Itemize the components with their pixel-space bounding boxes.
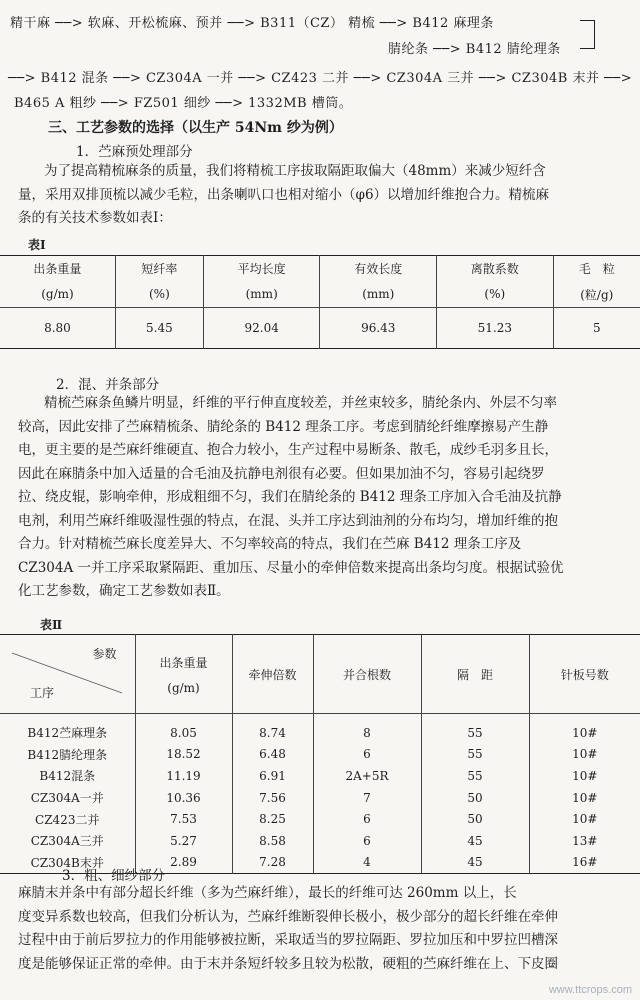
t1-unit: (%) xyxy=(115,281,203,308)
t1-header: 离散系数 xyxy=(437,256,554,282)
t2-process-name: CZ304A三并 xyxy=(30,834,104,849)
flow-line-2: 腈纶条 ──> B412 腈纶理条 xyxy=(388,42,561,57)
section-heading: 三、工艺参数的选择（以生产 54Nm 纱为例） xyxy=(48,120,343,136)
t2-process-name: B412苎麻理条 xyxy=(27,726,108,741)
t2-cell: 18.52 xyxy=(135,744,232,766)
paragraph-3 xyxy=(18,882,624,976)
para3-line: 麻腈末并条中有部分超长纤维（多为苎麻纤维），最长的纤维可达 260mm 以上，长 xyxy=(18,885,517,901)
t2-cell: 10# xyxy=(529,787,640,809)
t2-cell: 45 xyxy=(421,830,529,852)
t2-cell: 10.36 xyxy=(135,787,232,809)
t2-row xyxy=(0,744,640,766)
t2-cell: 2.89 xyxy=(135,852,232,874)
t2-header: 并合根数 xyxy=(313,635,421,714)
t2-cell: 55 xyxy=(421,765,529,787)
t2-cell: 2A+5R xyxy=(313,765,421,787)
t1-unit: (%) xyxy=(437,281,554,308)
t2-process-name: CZ304B末并 xyxy=(30,855,104,870)
t2-cell: 11.19 xyxy=(135,765,232,787)
para2-line: 合力。针对精梳苎麻长度差异大、不匀率较高的特点，我们在苎麻 B412 理条工序及 xyxy=(18,536,522,552)
t2-process-name: CZ423二并 xyxy=(35,812,100,827)
flow-line-1: 精干麻 ──> 软麻、开松梳麻、预并 ──> B311（CZ） 精梳 ──> B412 麻理条 xyxy=(10,16,494,31)
t2-corner-param: 参数 xyxy=(92,647,117,661)
para3-line: 度变异系数也较高，但我们分析认为，苎麻纤维断裂伸长极小，极少部分的超长纤维在牵伸 xyxy=(18,908,558,925)
t2-corner-cell xyxy=(0,635,135,714)
t2-cell: 55 xyxy=(421,714,529,744)
t2-header: 牵伸倍数 xyxy=(232,635,313,714)
t2-cell: 8.58 xyxy=(232,830,313,852)
t2-cell: 10# xyxy=(529,765,640,787)
t2-header-weight xyxy=(135,635,232,714)
t2-row xyxy=(0,830,640,852)
subheading-3: 3．粗、细纱部分 xyxy=(62,868,166,884)
t2-cell: 8.74 xyxy=(232,714,313,744)
t2-cell: 6 xyxy=(313,808,421,830)
t1-header: 有效长度 xyxy=(320,256,437,282)
t1-value: 5 xyxy=(553,308,640,349)
t2-process-name: B412混条 xyxy=(39,769,96,784)
t2-body xyxy=(0,714,640,874)
t2-cell: 7.28 xyxy=(232,852,313,874)
t2-cell: 10# xyxy=(529,808,640,830)
t1-unit: (g/m) xyxy=(0,281,115,308)
t2-row xyxy=(0,714,640,744)
para2-line: 精梳苎麻条鱼鳞片明显，纤维的平行伸直度较差，并丝束较多，腈纶条内、外层不匀率 xyxy=(44,395,557,411)
t1-value: 8.80 xyxy=(44,321,71,335)
t2-row xyxy=(0,765,640,787)
t2-cell: 6.91 xyxy=(232,765,313,787)
t1-value: 96.43 xyxy=(320,308,437,349)
t2-cell: 55 xyxy=(421,744,529,766)
t2-row xyxy=(0,808,640,830)
t2-cell: 7.56 xyxy=(232,787,313,809)
t2-cell: 50 xyxy=(421,787,529,809)
para2-line: CZ304A 一并工序采取紧隔距、重加压、尽量小的牵伸倍数来提高出条均匀度。根据试验优 xyxy=(18,559,564,576)
subheading-2: 2．混、并条部分 xyxy=(56,377,160,393)
flow-line-4: B465 A 粗纱 ──> FZ501 细纱 ──> 1332MB 槽筒。 xyxy=(14,96,353,111)
t1-header: 平均长度 xyxy=(203,256,320,282)
t2-cell: 6.48 xyxy=(232,744,313,766)
t2-cell: 16# xyxy=(529,852,640,874)
para2-line: 化工艺参数，确定工艺参数如表Ⅱ。 xyxy=(18,583,230,599)
subheading-1: 1．苎麻预处理部分 xyxy=(76,144,193,160)
t2-cell: 6 xyxy=(313,744,421,766)
t2-cell: 10# xyxy=(529,744,640,766)
para3-line: 度是能够保证正常的牵伸。由于末并条短纤较多且较为松散，硬粗的苎麻纤维在上、下皮圈 xyxy=(18,955,558,972)
t1-header: 出条重量 xyxy=(33,262,82,276)
t2-corner-process: 工序 xyxy=(30,686,55,700)
t2-cell: 6 xyxy=(313,830,421,852)
t1-value: 51.23 xyxy=(437,308,554,349)
paragraph-1 xyxy=(18,160,624,231)
t2-cell: 7.53 xyxy=(135,808,232,830)
t2-cell: 5.27 xyxy=(135,830,232,852)
flow-line-3: ──> B412 混条 ──> CZ304A 一并 ──> CZ423 二并 ──> CZ304A 三并 ──> CZ304B 末并 ──> xyxy=(8,71,633,86)
t2-cell: 50 xyxy=(421,808,529,830)
t1-header: 短纤率 xyxy=(115,256,203,282)
t2-cell: 13# xyxy=(529,830,640,852)
t2-process-name: CZ304A一并 xyxy=(30,791,104,806)
table-2 xyxy=(0,634,640,874)
table-1 xyxy=(0,255,640,349)
t2-cell: 4 xyxy=(313,852,421,874)
para2-line: 电剂，利用苎麻纤维吸湿性强的特点，在混、头并工序达到油剂的分布均匀，增加纤维的抱 xyxy=(18,512,558,529)
para1-line: 量，采用双排顶梳以减少毛粒，出条喇叭口也相对缩小（φ6）以增加纤维抱合力。精梳麻 xyxy=(18,186,550,203)
t2-header: 隔 距 xyxy=(421,635,529,714)
para2-line: 较高，因此安排了苎麻精梳条、腈纶条的 B412 理条工序。考虑到腈纶纤维摩擦易产生静 xyxy=(18,418,549,435)
watermark: www.ttcrops.com xyxy=(548,984,632,996)
para2-line: 电，更主要的是苎麻纤维硬直、抱合力较小，生产过程中易断条、散毛，成纱毛羽多且长， xyxy=(18,442,558,458)
t2-header: 针板号数 xyxy=(529,635,640,714)
t2-row xyxy=(0,787,640,809)
t2-cell: 8.25 xyxy=(232,808,313,830)
t1-unit: (粒/g) xyxy=(553,281,640,308)
table2-label: 表Ⅱ xyxy=(40,618,63,632)
t2-unit: (g/m) xyxy=(167,680,200,695)
para2-line: 因此在麻腈条中加入适量的合毛油及抗静电剂很有必要。但如果加油不匀，容易引起绕罗 xyxy=(18,465,545,482)
t2-cell: 10# xyxy=(529,714,640,744)
t2-cell: 7 xyxy=(313,787,421,809)
t2-cell: 8 xyxy=(313,714,421,744)
para1-line: 为了提高精梳麻条的质量，我们将精梳工序拔取隔距取偏大（48mm）来减少短纤含 xyxy=(44,163,546,179)
t2-cell: 45 xyxy=(421,852,529,874)
t1-value: 5.45 xyxy=(115,308,203,349)
t1-unit: (mm) xyxy=(203,281,320,308)
flow-bracket xyxy=(580,20,595,49)
t1-unit: (mm) xyxy=(320,281,437,308)
t2-process-name: B412腈纶理条 xyxy=(27,747,108,762)
t1-header: 毛 粒 xyxy=(553,256,640,282)
para1-line: 条的有关技术参数如表Ⅰ： xyxy=(18,210,172,226)
para3-line: 过程中由于前后罗拉力的作用能够被拉断，采取适当的罗拉隔距、罗拉加压和中罗拉凹槽深 xyxy=(18,932,558,948)
t2-header: 出条重量 xyxy=(159,655,208,670)
table1-label: 表Ⅰ xyxy=(28,238,46,252)
para2-line: 拉、绕皮辊，影响牵伸，形成粗细不匀，我们在腈纶条的 B412 理条工序加入合毛油及抗静 xyxy=(18,489,562,505)
paragraph-2 xyxy=(18,392,624,604)
t1-value: 92.04 xyxy=(203,308,320,349)
t2-cell: 8.05 xyxy=(135,714,232,744)
